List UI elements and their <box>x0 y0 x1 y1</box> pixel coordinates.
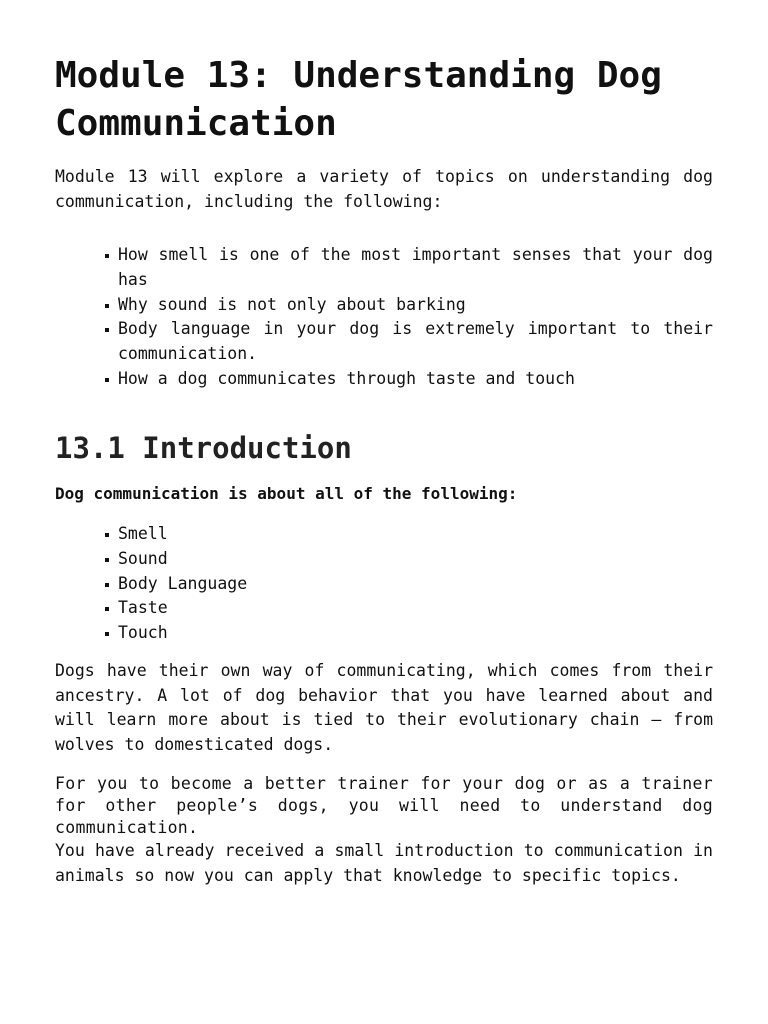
list-item: Touch <box>55 621 713 646</box>
list-item: Sound <box>55 547 713 572</box>
section-lead-text: Dog communication is about all of the following: <box>55 484 518 503</box>
prior-knowledge-paragraph: You have already received a small introduction to communication in animals so now you can apply that knowledge to specific topics. <box>55 841 713 885</box>
communication-aspects-list <box>55 522 713 646</box>
list-item: Smell <box>55 522 713 547</box>
module-topics-list <box>55 243 713 392</box>
section-heading: 13.1 Introduction <box>55 431 352 465</box>
ancestry-paragraph: Dogs have their own way of communicating, which comes from their ancestry. A lot of dog behavior that you have learned about and will learn more about is tied to their evolutionary chain – from wolves to domesticated dogs. <box>55 661 713 754</box>
list-item: Body Language <box>55 572 713 597</box>
list-item: How smell is one of the most important senses that your dog has <box>55 243 713 293</box>
list-item: Why sound is not only about barking <box>55 293 713 318</box>
trainer-paragraph: For you to become a better trainer for your dog or as a trainer for other people’s dogs, you will need to understand dog communication. <box>55 774 713 837</box>
list-item: Taste <box>55 596 713 621</box>
list-item: Body language in your dog is extremely important to their communication. <box>55 317 713 367</box>
list-item: How a dog communicates through taste and touch <box>55 367 713 392</box>
module-intro-paragraph: Module 13 will explore a variety of topics on understanding dog communication, including the following: <box>55 167 713 211</box>
page-title: Module 13: Understanding Dog Communication <box>55 55 662 144</box>
